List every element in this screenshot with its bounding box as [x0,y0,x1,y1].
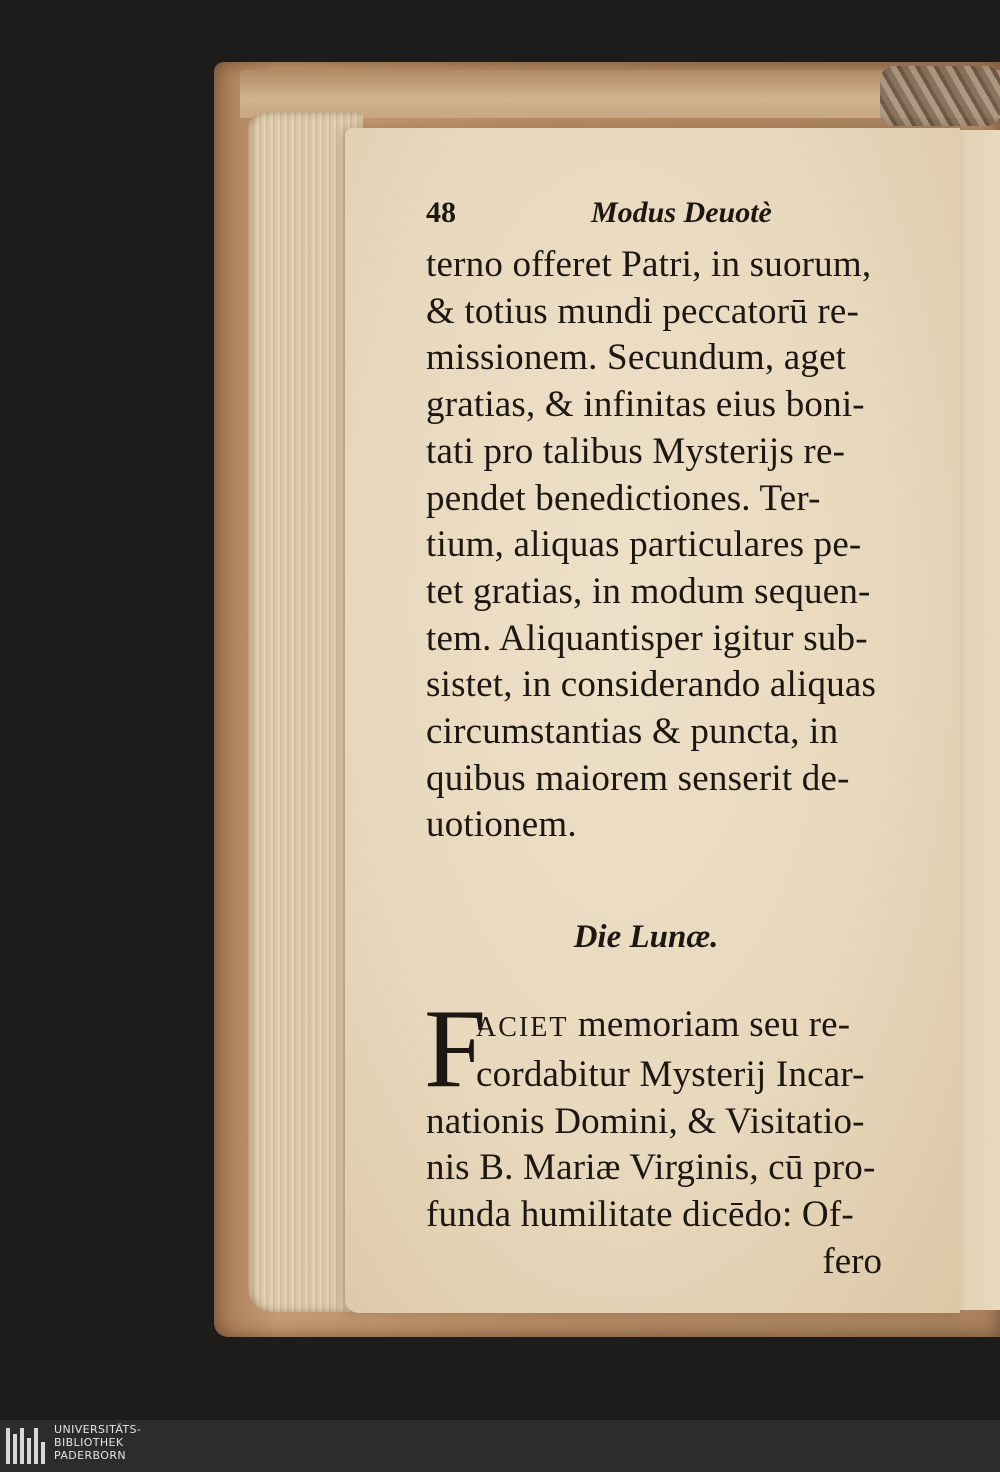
page-text [426,196,926,1285]
text-line [426,1002,926,1052]
text-line: missionem. Secundum, aget [426,337,847,379]
text-line: sistet, in considerando aliquas [426,664,877,706]
text-line: & totius mundi peccatorū re- [426,290,860,332]
library-name-line: PADERBORN [54,1449,127,1462]
library-name [54,1423,141,1462]
library-name-line: BIBLIOTHEK [54,1436,124,1449]
text-line: gratias, & infinitas eius boni- [426,384,865,426]
page-number: 48 [426,196,456,229]
paragraph-1 [426,242,926,849]
text-line: terno offeret Patri, in suorum, [426,244,872,285]
text-line: tati pro talibus Mysterijs re- [426,430,846,472]
section-heading: Die Lunæ. [573,919,719,956]
text-line: circumstantias & puncta, in [426,711,839,753]
text-line: funda humilitate dicēdo: Of- [426,1193,854,1235]
text-fragment: memoriam seu re- [577,1004,851,1046]
small-caps-word: ACIET [476,1012,569,1044]
text-line: tium, aliquas particulares pe- [426,524,862,566]
text-line: nationis Domini, & Visitatio- [426,1100,865,1142]
library-name-line: UNIVERSITÄTS- [54,1423,142,1436]
text-line: cordabitur Mysterij Incar- [476,1053,865,1095]
text-line: nis B. Mariæ Virginis, cū pro- [426,1147,876,1189]
catchword: fero [822,1240,882,1282]
paragraph-2 [424,987,926,1239]
text-line: pendet benedictiones. Ter- [426,477,821,519]
library-footer [0,1420,1000,1472]
binding-cord [880,66,1000,126]
text-line: tet gratias, in modum sequen- [426,570,871,612]
text-line: uotionem. [426,804,577,846]
running-head-title: Modus Deuotè [591,196,772,229]
running-head [426,196,926,242]
text-line: tem. Aliquantisper igitur sub- [426,617,868,659]
text-line: quibus maiorem senserit de- [426,757,850,799]
library-logo-icon [6,1428,46,1464]
drop-cap: F [424,987,487,1112]
